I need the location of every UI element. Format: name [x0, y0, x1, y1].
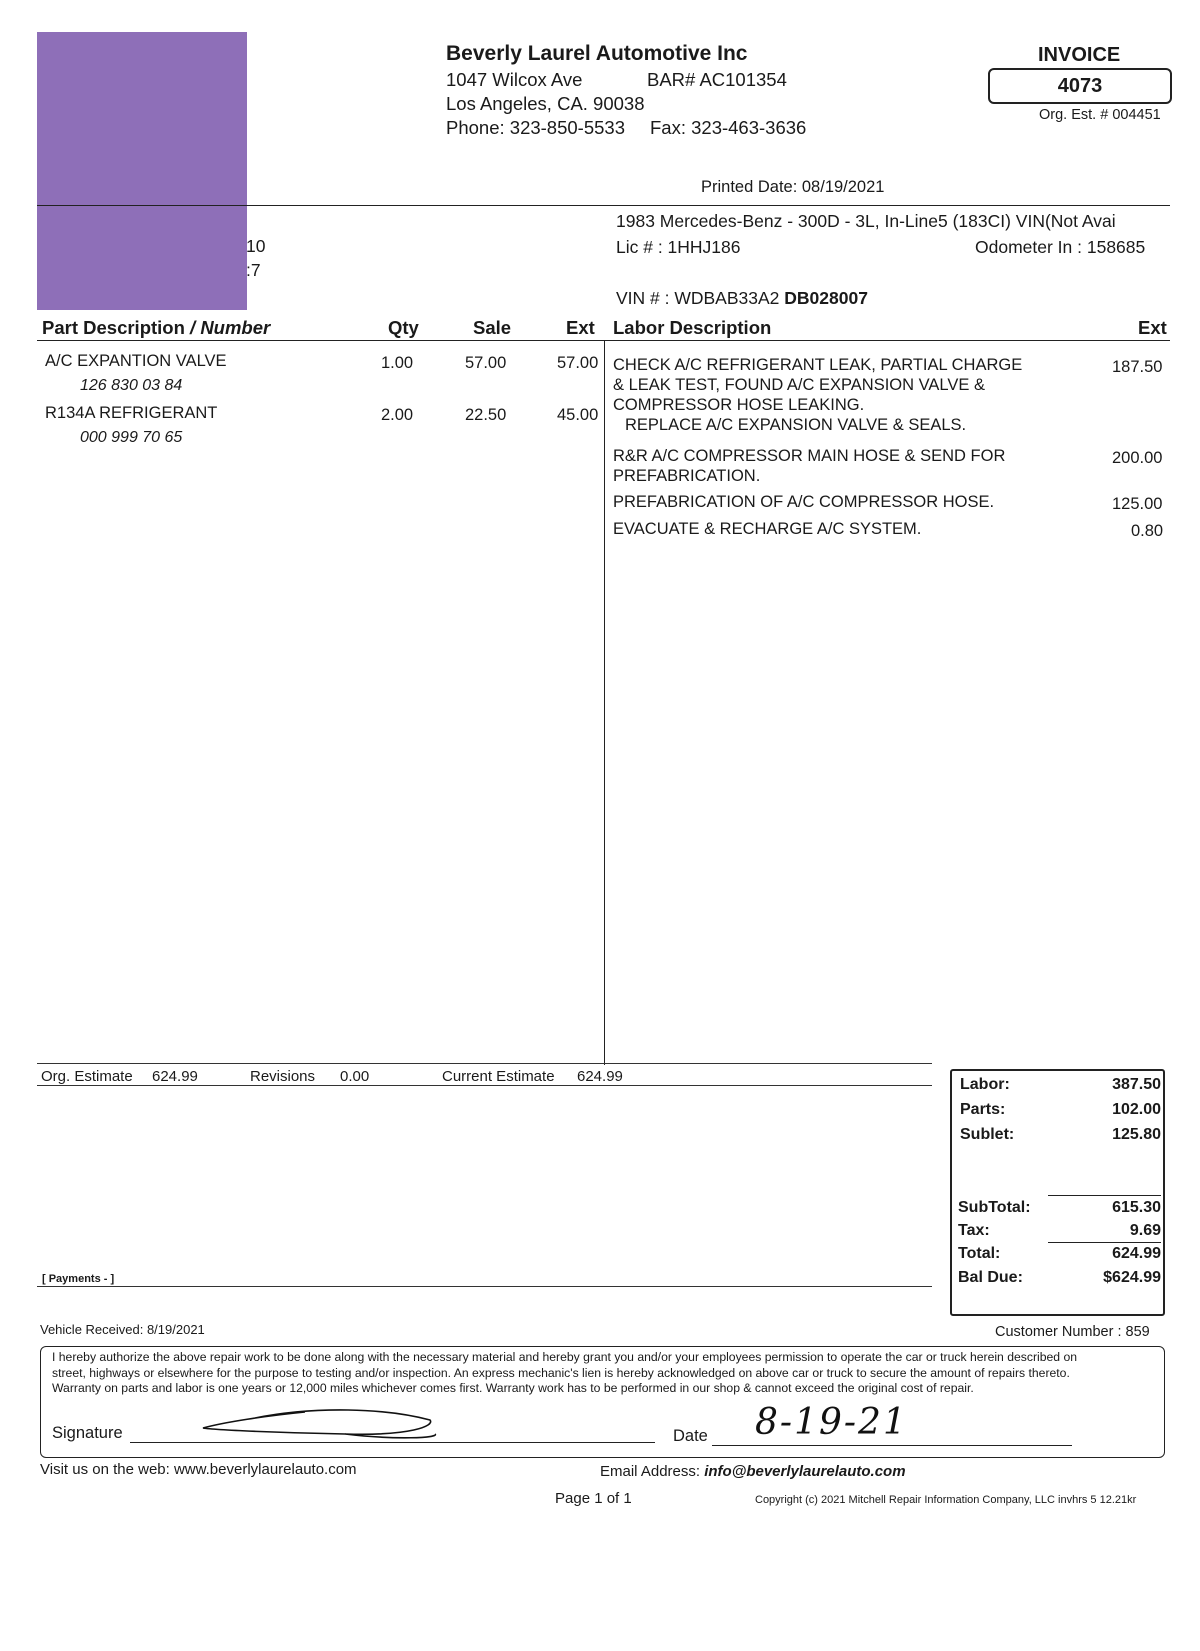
part-ext: 45.00	[557, 406, 599, 424]
labor-ext: 200.00	[1112, 449, 1163, 467]
tax-value: 9.69	[1129, 1222, 1161, 1239]
part-qty: 2.00	[381, 406, 414, 424]
printed-date: Printed Date: 08/19/2021	[701, 178, 885, 196]
part-number: 000 999 70 65	[80, 429, 183, 446]
labor-ext: 125.00	[1112, 495, 1163, 513]
email-address	[600, 1463, 906, 1480]
subtotal-value: 615.30	[1112, 1199, 1161, 1216]
revisions-value: 0.00	[340, 1068, 370, 1085]
payments-rule	[37, 1286, 932, 1287]
vin	[616, 288, 868, 309]
current-estimate-value: 624.99	[577, 1068, 623, 1085]
website: Visit us on the web: www.beverlylaurelauto.com	[40, 1461, 357, 1478]
shop-phone: Phone: 323-850-5533	[446, 117, 625, 138]
labor-total-value: 387.50	[1112, 1076, 1161, 1093]
total-value: 624.99	[1112, 1245, 1161, 1262]
date-line	[712, 1445, 1072, 1446]
part-ext: 57.00	[557, 354, 599, 372]
part-desc-text: Part Description	[42, 317, 191, 338]
part-sale: 22.50	[465, 406, 507, 424]
column-divider	[604, 340, 605, 1065]
subtotal-rule	[1048, 1195, 1161, 1196]
copyright: Copyright (c) 2021 Mitchell Repair Information Company, LLC invhrs 5 12.21kr	[755, 1494, 1137, 1506]
invoice-number: 4073	[988, 68, 1172, 104]
part-name: A/C EXPANTION VALVE	[45, 352, 227, 370]
labor-line: R&R A/C COMPRESSOR MAIN HOSE & SEND FOR	[613, 447, 1006, 465]
part-sale: 57.00	[465, 354, 507, 372]
labor-line: PREFABRICATION.	[613, 467, 761, 485]
labor-line: EVACUATE & RECHARGE A/C SYSTEM.	[613, 520, 922, 538]
payments-label: [ Payments - ]	[42, 1273, 115, 1285]
labor-line: COMPRESSOR HOSE LEAKING.	[613, 396, 865, 414]
labor-description-header: Labor Description	[613, 317, 772, 338]
org-estimate-label: Org. Estimate	[41, 1068, 133, 1085]
sale-header: Sale	[473, 317, 512, 338]
labor-line: & LEAK TEST, FOUND A/C EXPANSION VALVE &	[613, 376, 985, 394]
part-number-text: / Number	[190, 317, 271, 338]
authorization-text: I hereby authorize the above repair work to be done along with the necessary material and hereby grant you and/or your employees permission to operate the car or truck herein described on street, highways or elsewhere for the purpose to testing and/or inspection. An express mechanic's lien is hereby acknowledged on above car or truck to secure the amount of repairs thereto. Warranty on parts and labor is one years or 12,000 miles whichever comes first. Warranty work has to be performed in our shop & cannot exceed the original cost of repair.	[52, 1350, 1078, 1395]
labor-line: PREFABRICATION OF A/C COMPRESSOR HOSE.	[613, 493, 995, 511]
customer-partial-line-1: 10	[246, 236, 266, 256]
ext-header: Ext	[566, 317, 595, 338]
vehicle-description: 1983 Mercedes-Benz - 300D - 3L, In-Line5 (183CI) VIN(Not Avai	[616, 211, 1116, 231]
revisions-label: Revisions	[250, 1068, 316, 1085]
sublet-total-label: Sublet:	[960, 1126, 1015, 1143]
sublet-total-value: 125.80	[1112, 1126, 1161, 1143]
subtotal-label: SubTotal:	[958, 1199, 1031, 1216]
current-estimate-label: Current Estimate	[442, 1068, 555, 1085]
vin-bold: DB028007	[784, 288, 868, 308]
parts-total-label: Parts:	[960, 1101, 1006, 1118]
customer-number: Customer Number : 859	[995, 1324, 1150, 1340]
estimate-top-rule	[37, 1063, 932, 1064]
part-number: 126 830 03 84	[80, 377, 183, 394]
odometer: Odometer In : 158685	[975, 237, 1146, 257]
date-label: Date	[673, 1427, 708, 1445]
labor-total-label: Labor:	[960, 1076, 1010, 1093]
total-label: Total:	[958, 1245, 1001, 1262]
shop-address: 1047 Wilcox Ave	[446, 69, 583, 90]
redacted-customer-block	[37, 32, 247, 310]
customer-partial-line-2: :7	[246, 260, 261, 280]
labor-line: CHECK A/C REFRIGERANT LEAK, PARTIAL CHARGE	[613, 356, 1023, 374]
part-name: R134A REFRIGERANT	[45, 404, 218, 422]
header-divider	[37, 205, 1170, 206]
invoice-label: INVOICE	[1038, 44, 1121, 66]
tax-label: Tax:	[958, 1222, 990, 1239]
handwritten-date: 8-19-21	[755, 1402, 908, 1443]
labor-ext: 0.80	[1131, 522, 1164, 540]
bal-due-label: Bal Due:	[958, 1269, 1023, 1286]
email-label: Email Address:	[600, 1463, 705, 1480]
labor-ext-header: Ext	[1138, 317, 1167, 338]
signature-label: Signature	[52, 1424, 123, 1442]
license-plate: Lic # : 1HHJ186	[616, 237, 741, 257]
parts-total-value: 102.00	[1112, 1101, 1161, 1118]
shop-fax: Fax: 323-463-3636	[650, 117, 807, 138]
shop-city: Los Angeles, CA. 90038	[446, 93, 645, 114]
part-qty: 1.00	[381, 354, 414, 372]
labor-line: REPLACE A/C EXPANSION VALVE & SEALS.	[625, 416, 967, 434]
org-estimate-value: 624.99	[152, 1068, 198, 1085]
bal-due-value: $624.99	[1103, 1269, 1161, 1286]
labor-ext: 187.50	[1112, 358, 1163, 376]
shop-bar-number: BAR# AC101354	[647, 69, 787, 90]
page-number: Page 1 of 1	[555, 1490, 632, 1507]
signature-scribble	[195, 1404, 445, 1444]
estimate-bottom-rule	[37, 1085, 932, 1086]
email-value: info@beverlylaurelauto.com	[704, 1463, 906, 1480]
org-est-number: Org. Est. # 004451	[1039, 107, 1161, 123]
qty-header: Qty	[388, 317, 419, 338]
vin-prefix: VIN # : WDBAB33A2	[616, 288, 785, 308]
vehicle-received: Vehicle Received: 8/19/2021	[40, 1322, 205, 1337]
total-rule	[1048, 1242, 1161, 1243]
shop-name: Beverly Laurel Automotive Inc	[446, 42, 748, 65]
part-description-header	[42, 317, 270, 339]
